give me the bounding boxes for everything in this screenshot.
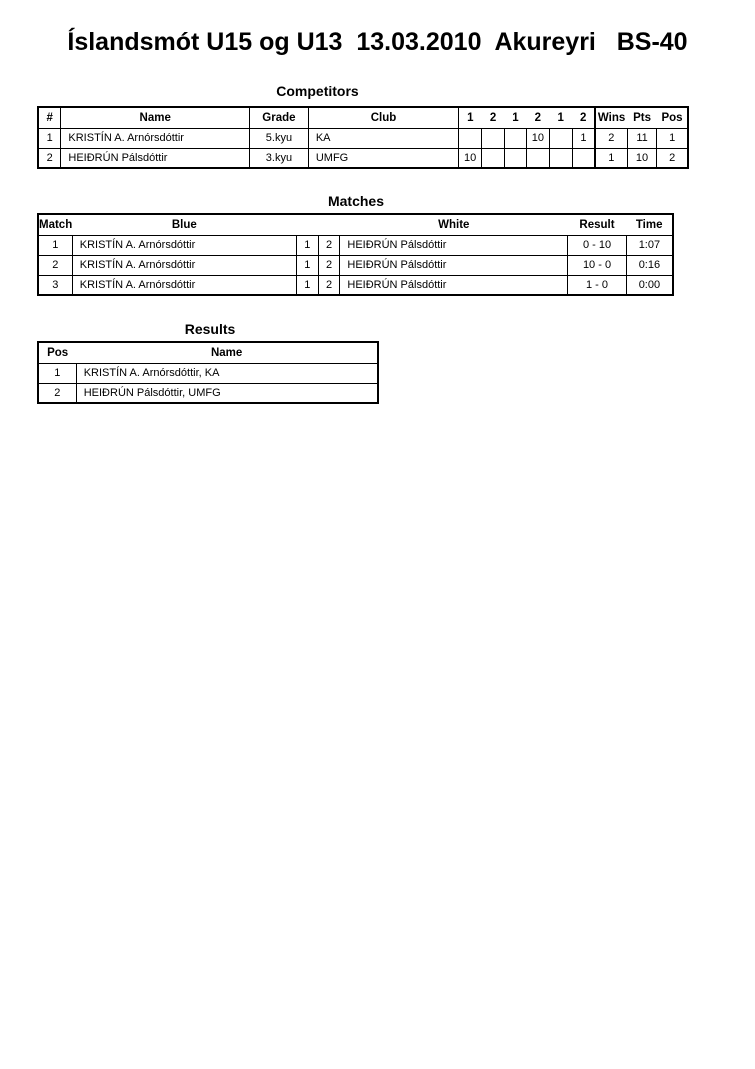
white-name: HEIÐRÚN Pálsdóttir bbox=[340, 255, 568, 275]
competitor-pos: 2 bbox=[657, 148, 688, 168]
col-score-2: 2 bbox=[482, 107, 505, 128]
result-pos: 2 bbox=[38, 383, 76, 403]
competitor-wins: 2 bbox=[595, 128, 627, 148]
score-cell bbox=[482, 128, 505, 148]
blue-number: 1 bbox=[296, 235, 318, 255]
competitor-wins: 1 bbox=[595, 148, 627, 168]
header-spacer bbox=[318, 214, 340, 235]
result-pos: 1 bbox=[38, 363, 76, 383]
blue-number: 1 bbox=[296, 255, 318, 275]
competitor-grade: 3.kyu bbox=[250, 148, 309, 168]
competitor-pos: 1 bbox=[657, 128, 688, 148]
col-score-3: 1 bbox=[504, 107, 526, 128]
col-result: Result bbox=[568, 214, 627, 235]
col-grade: Grade bbox=[250, 107, 309, 128]
blue-name: KRISTÍN A. Arnórsdóttir bbox=[72, 255, 296, 275]
col-name: Name bbox=[76, 342, 378, 363]
table-row bbox=[38, 148, 688, 168]
matches-heading: Matches bbox=[327, 193, 385, 209]
results-heading: Results bbox=[184, 321, 236, 337]
col-pts: Pts bbox=[627, 107, 657, 128]
competitor-pts: 10 bbox=[627, 148, 657, 168]
result-name: HEIÐRÚN Pálsdóttir, UMFG bbox=[76, 383, 378, 403]
page-title: Íslandsmót U15 og U13 13.03.2010 Akureyri BS-40 bbox=[67, 28, 688, 56]
match-number: 1 bbox=[38, 235, 72, 255]
col-pos: Pos bbox=[657, 107, 688, 128]
competitor-club: KA bbox=[308, 128, 458, 148]
competitors-header-row bbox=[38, 107, 688, 128]
blue-name: KRISTÍN A. Arnórsdóttir bbox=[72, 275, 296, 295]
score-cell: 1 bbox=[572, 128, 595, 148]
table-row bbox=[38, 235, 673, 255]
col-score-4: 2 bbox=[526, 107, 549, 128]
score-cell bbox=[526, 148, 549, 168]
matches-header-row bbox=[38, 214, 673, 235]
table-row bbox=[38, 275, 673, 295]
table-row bbox=[38, 383, 378, 403]
match-time: 0:16 bbox=[626, 255, 673, 275]
blue-number: 1 bbox=[296, 275, 318, 295]
score-cell bbox=[459, 128, 482, 148]
table-row bbox=[38, 255, 673, 275]
match-time: 0:00 bbox=[626, 275, 673, 295]
competitor-num: 1 bbox=[38, 128, 61, 148]
competitor-num: 2 bbox=[38, 148, 61, 168]
white-number: 2 bbox=[318, 275, 340, 295]
score-cell bbox=[504, 148, 526, 168]
match-result: 1 - 0 bbox=[568, 275, 627, 295]
score-cell bbox=[572, 148, 595, 168]
score-cell bbox=[549, 128, 572, 148]
col-white: White bbox=[340, 214, 568, 235]
col-score-6: 2 bbox=[572, 107, 595, 128]
competitor-pts: 11 bbox=[627, 128, 657, 148]
header-spacer bbox=[296, 214, 318, 235]
match-result: 10 - 0 bbox=[568, 255, 627, 275]
match-number: 3 bbox=[38, 275, 72, 295]
score-cell bbox=[482, 148, 505, 168]
score-cell: 10 bbox=[459, 148, 482, 168]
white-number: 2 bbox=[318, 255, 340, 275]
col-score-1: 1 bbox=[459, 107, 482, 128]
score-cell bbox=[504, 128, 526, 148]
result-name: KRISTÍN A. Arnórsdóttir, KA bbox=[76, 363, 378, 383]
table-row bbox=[38, 363, 378, 383]
white-number: 2 bbox=[318, 235, 340, 255]
col-blue: Blue bbox=[72, 214, 296, 235]
results-header-row bbox=[38, 342, 378, 363]
col-num: # bbox=[38, 107, 61, 128]
blue-name: KRISTÍN A. Arnórsdóttir bbox=[72, 235, 296, 255]
competitor-grade: 5.kyu bbox=[250, 128, 309, 148]
col-wins: Wins bbox=[595, 107, 627, 128]
col-time: Time bbox=[626, 214, 673, 235]
white-name: HEIÐRÚN Pálsdóttir bbox=[340, 275, 568, 295]
score-cell: 10 bbox=[526, 128, 549, 148]
competitors-table bbox=[37, 106, 689, 169]
competitor-club: UMFG bbox=[308, 148, 458, 168]
col-club: Club bbox=[308, 107, 458, 128]
competitors-heading: Competitors bbox=[276, 83, 359, 99]
matches-table bbox=[37, 213, 674, 296]
col-match: Match bbox=[38, 214, 72, 235]
white-name: HEIÐRÚN Pálsdóttir bbox=[340, 235, 568, 255]
match-time: 1:07 bbox=[626, 235, 673, 255]
col-score-5: 1 bbox=[549, 107, 572, 128]
results-table bbox=[37, 341, 379, 404]
match-number: 2 bbox=[38, 255, 72, 275]
col-name: Name bbox=[61, 107, 250, 128]
score-cell bbox=[549, 148, 572, 168]
match-result: 0 - 10 bbox=[568, 235, 627, 255]
competitor-name: KRISTÍN A. Arnórsdóttir bbox=[61, 128, 250, 148]
table-row bbox=[38, 128, 688, 148]
col-pos: Pos bbox=[38, 342, 76, 363]
competitor-name: HEIÐRÚN Pálsdóttir bbox=[61, 148, 250, 168]
